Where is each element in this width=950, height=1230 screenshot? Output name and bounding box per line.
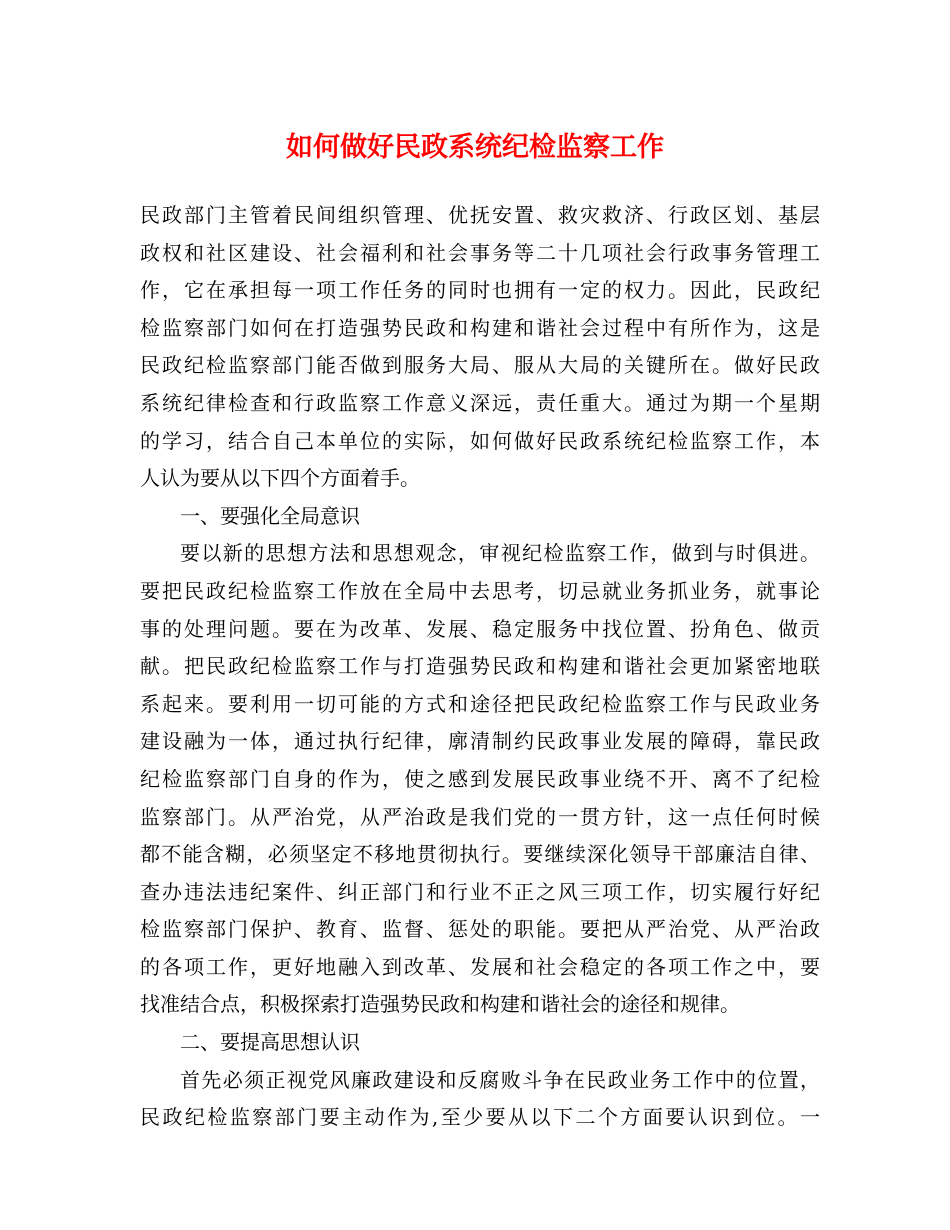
body-line: 建设融为一体，通过执行纪律，廓清制约民政事业发展的障碍，靠民政 <box>140 729 820 754</box>
body-line: 要以新的思想方法和思想观念，审视纪检监察工作，做到与时俱进。 <box>180 541 820 566</box>
body-line: 检监察部门如何在打造强势民政和构建和谐社会过程中有所作为，这是 <box>140 315 820 340</box>
body-line: 监察部门。从严治党，从严治政是我们党的一贯方针，这一点任何时候 <box>140 804 820 829</box>
body-line: 民政部门主管着民间组织管理、优抚安置、救灾救济、行政区划、基层 <box>140 203 820 227</box>
body-line: 系统纪律检查和行政监察工作意义深远，责任重大。通过为期一个星期 <box>140 390 820 415</box>
body-line: 政权和社区建设、社会福利和社会事务等二十几项社会行政事务管理工 <box>140 240 820 265</box>
body-line: 的学习，结合自己本单位的实际，如何做好民政系统纪检监察工作，本 <box>140 428 820 453</box>
body-line: 找准结合点，积极探索打造强势民政和构建和谐社会的途径和规律。 <box>140 992 740 1017</box>
document-body <box>140 197 820 1137</box>
body-line: 献。把民政纪检监察工作与打造强势民政和构建和谐社会更加紧密地联 <box>140 654 820 679</box>
section-heading: 一、要强化全局意识 <box>180 503 360 528</box>
body-line: 作，它在承担每一项工作任务的同时也拥有一定的权力。因此，民政纪 <box>140 278 820 303</box>
body-line: 查办违法违纪案件、纠正部门和行业不正之风三项工作，切实履行好纪 <box>140 879 820 904</box>
body-line: 人认为要从以下四个方面着手。 <box>140 466 420 491</box>
body-line: 都不能含糊，必须坚定不移地贯彻执行。要继续深化领导干部廉洁自律、 <box>140 842 820 867</box>
document-title: 如何做好民政系统纪检监察工作 <box>286 132 664 163</box>
body-line: 首先必须正视党风廉政建设和反腐败斗争在民政业务工作中的位置， <box>180 1067 820 1092</box>
body-line: 民政纪检监察部门要主动作为,至少要从以下二个方面要认识到位。一 <box>140 1105 820 1130</box>
body-line: 的各项工作，更好地融入到改革、发展和社会稳定的各项工作之中，要 <box>140 954 820 979</box>
section-heading: 二、要提高思想认识 <box>180 1030 360 1055</box>
body-line: 民政纪检监察部门能否做到服务大局、服从大局的关键所在。做好民政 <box>140 353 820 378</box>
body-line: 要把民政纪检监察工作放在全局中去思考，切忌就业务抓业务，就事论 <box>140 578 820 603</box>
body-line: 检监察部门保护、教育、监督、惩处的职能。要把从严治党、从严治政 <box>140 917 820 942</box>
body-line: 系起来。要利用一切可能的方式和途径把民政纪检监察工作与民政业务 <box>140 691 820 716</box>
body-line: 事的处理问题。要在为改革、发展、稳定服务中找位置、扮角色、做贡 <box>140 616 820 641</box>
body-line: 纪检监察部门自身的作为，使之感到发展民政事业绕不开、离不了纪检 <box>140 766 820 791</box>
